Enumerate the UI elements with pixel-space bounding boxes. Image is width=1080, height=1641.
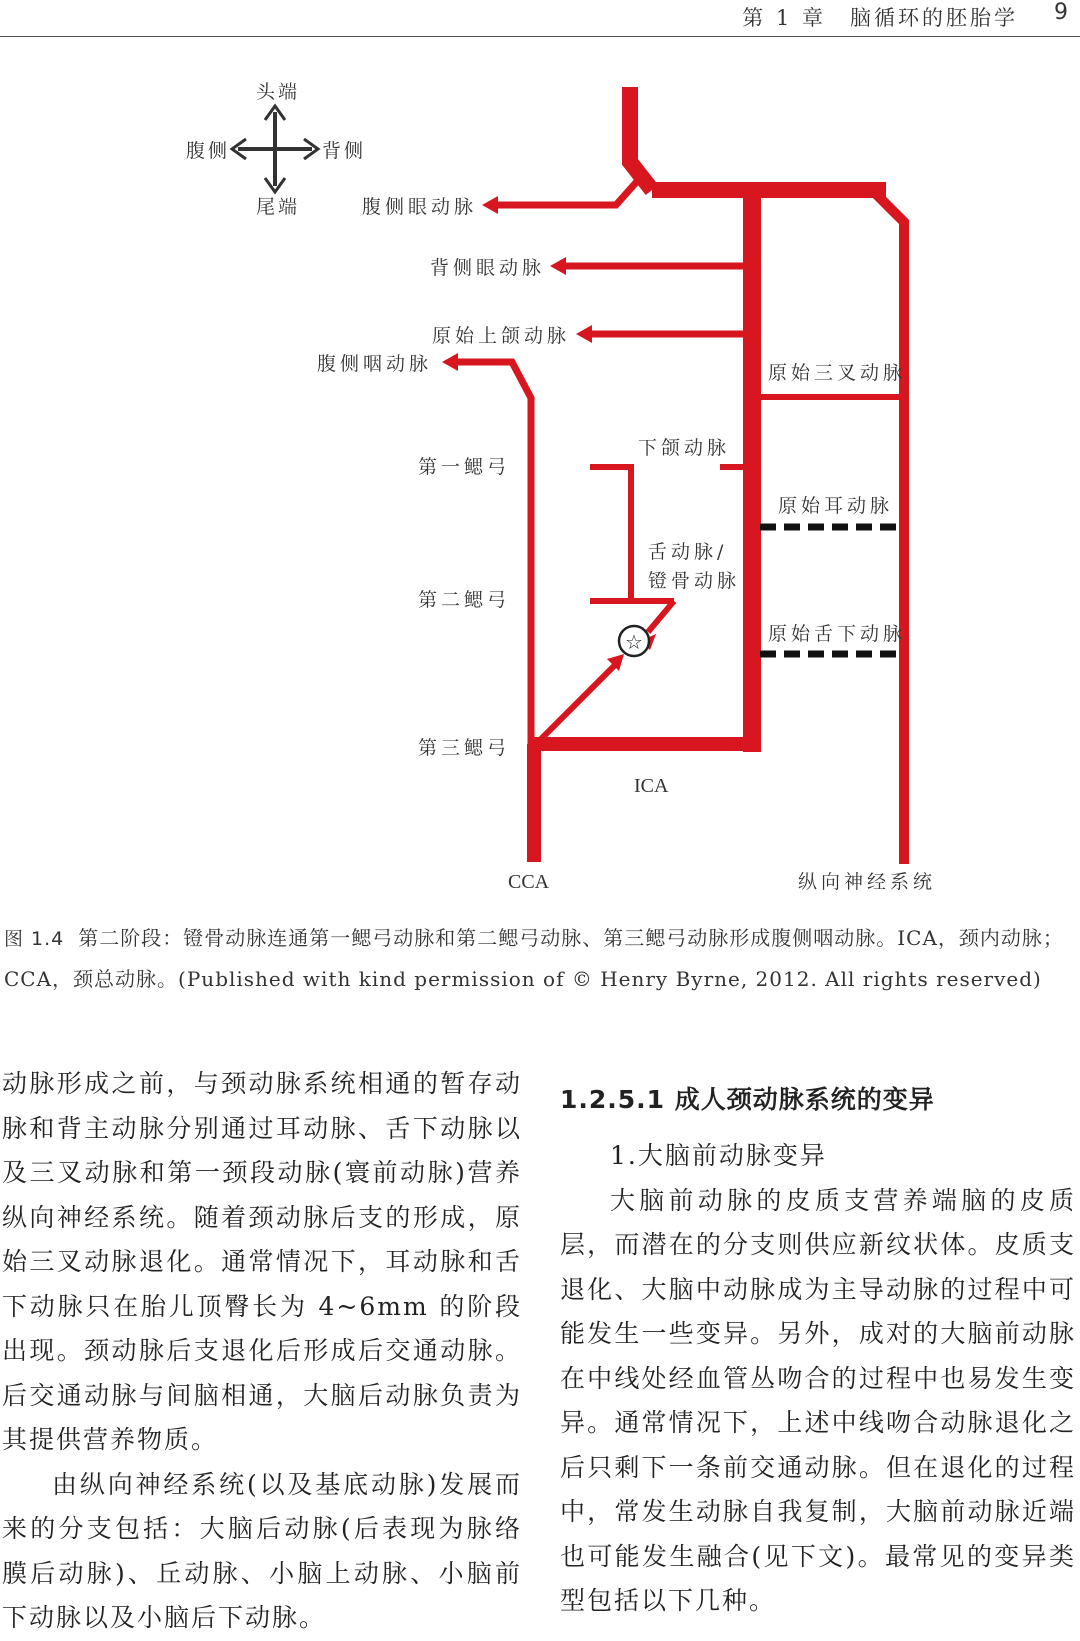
label-primitive-trigeminal: 原始三叉动脉 xyxy=(768,362,907,384)
label-primitive-hypoglossal: 原始舌下动脉 xyxy=(768,623,907,645)
label-longitudinal-neural: 纵向神经系统 xyxy=(798,871,937,893)
embryology-figure xyxy=(0,60,1080,910)
right-paragraph: 大脑前动脉的皮质支营养端脑的皮质层，而潜在的分支则供应新纹状体。皮质支退化、大脑中动脉成为主导动脉的过程中可能发生一些变异。另外，成对的大脑前动脉在中线处经血管丛吻合的过程中也易发生变异。通常情况下，上述中线吻合动脉退化之后只剩下一条前交通动脉。但在退化的过程中，常发生动脉自我复制，大脑前动脉近端也可能发生融合(见下文)。最常见的变异类型包括以下几种。 xyxy=(560,1185,1076,1615)
label-first-arch: 第一鳃弓 xyxy=(418,456,511,478)
label-ica: ICA xyxy=(634,775,669,797)
label-dorsal-side: 背侧 xyxy=(322,140,367,162)
label-ventral-ophthalmic: 腹侧眼动脉 xyxy=(362,196,478,218)
label-dorsal-ophthalmic: 背侧眼动脉 xyxy=(430,257,546,279)
label-tail-end: 尾端 xyxy=(256,196,301,218)
label-primitive-maxillary: 原始上颌动脉 xyxy=(432,325,571,347)
label-cca: CCA xyxy=(508,871,550,893)
subheading: 1.大脑前动脉变异 xyxy=(610,1141,827,1170)
label-primitive-otic: 原始耳动脉 xyxy=(778,495,894,517)
star-symbol xyxy=(619,626,649,656)
label-ventral-side: 腹侧 xyxy=(186,140,231,162)
svg-text:☆: ☆ xyxy=(625,630,643,654)
artery-network xyxy=(458,87,907,864)
label-third-arch: 第三鳃弓 xyxy=(418,737,511,759)
page-header xyxy=(0,0,1080,37)
chapter-title: 第 1 章 脑循环的胚胎学 xyxy=(742,6,1018,30)
left-column xyxy=(2,1062,522,1641)
right-column xyxy=(560,1080,1076,1624)
section-title: 1.2.5.1 成人颈动脉系统的变异 xyxy=(560,1085,935,1114)
caption-text: 第二阶段：镫骨动脉连通第一鳃弓动脉和第二鳃弓动脉、第三鳃弓动脉形成腹侧咽动脉。ICA，颈内动脉；CCA，颈总动脉。(Published with kind permission of © Henry Byrne, 2012. All rights reserved) xyxy=(4,926,1064,991)
page-number: 9 xyxy=(1054,0,1068,25)
left-paragraph-1: 动脉形成之前，与颈动脉系统相通的暂存动脉和背主动脉分别通过耳动脉、舌下动脉以及三叉动脉和第一颈段动脉(寰前动脉)营养纵向神经系统。随着颈动脉后支的形成，原始三叉动脉退化。通常情况下，耳动脉和舌下动脉只在胎儿顶臀长为 4~6mm 的阶段出现。颈动脉后支退化后形成后交通动脉。后交通动脉与间脑相通，大脑后动脉负责为其提供营养物质。 xyxy=(2,1069,522,1454)
left-paragraph-2: 由纵向神经系统(以及基底动脉)发展而来的分支包括：大脑后动脉(后表现为脉络膜后动脉)、丘动脉、小脑上动脉、小脑前下动脉以及小脑后下动脉。 xyxy=(2,1469,522,1632)
label-head-end: 头端 xyxy=(256,81,301,103)
orientation-compass xyxy=(232,106,318,192)
label-lingual-stapedial-2: 镫骨动脉 xyxy=(648,570,741,592)
label-mandibular: 下颌动脉 xyxy=(638,437,731,459)
label-ventral-pharyngeal: 腹侧咽动脉 xyxy=(317,353,433,375)
caption-number: 图 1.4 xyxy=(4,928,65,950)
label-lingual-stapedial-1: 舌动脉/ xyxy=(648,541,728,563)
label-second-arch: 第二鳃弓 xyxy=(418,589,511,611)
figure-caption xyxy=(4,918,1074,999)
